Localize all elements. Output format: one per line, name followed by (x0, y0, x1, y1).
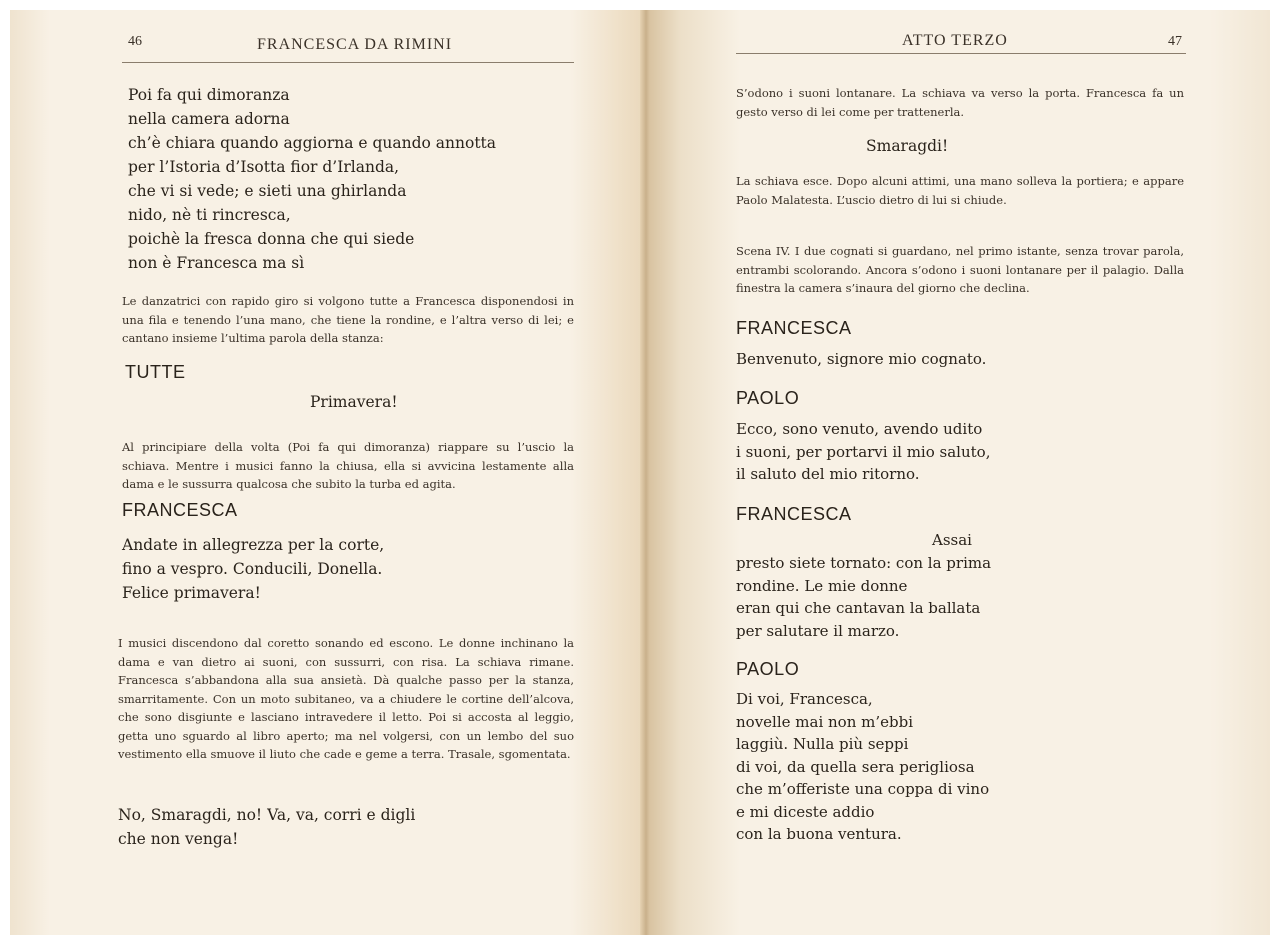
verse-line: fino a vespro. Conducili, Donella. (122, 560, 383, 578)
stage-direction: Al principiare della volta (Poi fa qui dimoranza) riappare su l’uscio la schiava. Mentre i musici fanno la chiusa, ella si avvicina lestamente alla dama e le sussurra qualcosa che subito la turba ed agita. (122, 440, 574, 491)
running-title: FRANCESCA DA RIMINI (257, 36, 453, 53)
verse-line: Benvenuto, signore mio cognato. (736, 350, 987, 368)
verse-line: e mi diceste addio (736, 802, 875, 821)
speaker-name: PAOLO (736, 388, 800, 408)
speaker-name: PAOLO (736, 659, 800, 679)
verse-block (128, 83, 496, 275)
speaker-name: FRANCESCA (736, 504, 852, 524)
verse-line: laggiù. Nulla più seppi (736, 735, 909, 753)
verse-line: Primavera! (310, 393, 398, 411)
header-rule (122, 62, 574, 63)
header-rule (736, 53, 1186, 54)
verse-line: No, Smaragdi, no! Va, va, corri e digli (118, 806, 416, 824)
verse-block (736, 418, 990, 486)
verse-line: poichè la fresca donna che qui siede (128, 230, 415, 248)
left-page (10, 10, 650, 935)
right-page (650, 10, 1270, 935)
verse-line: Ecco, sono venuto, avendo udito (736, 420, 983, 438)
running-title: ATTO TERZO (902, 32, 1008, 49)
verse-line: per l’Istoria d’Isotta fior d’Irlanda, (128, 158, 400, 176)
verse-line: rondine. Le mie donne (736, 576, 908, 595)
verse-line: Felice primavera! (122, 584, 261, 602)
verse-block (736, 688, 989, 846)
verse-block (122, 533, 384, 605)
page-number: 47 (1168, 34, 1182, 49)
verse-line: novelle mai non m’ebbi (736, 712, 914, 731)
verse-block (736, 348, 986, 371)
verse-line: che m’offeriste una coppa di vino (736, 780, 990, 798)
stage-direction: La schiava esce. Dopo alcuni attimi, una mano solleva la portiera; e appare Paolo Malatesta. L’uscio dietro di lui si chiude. (736, 174, 1184, 207)
verse-line: Smaragdi! (866, 137, 949, 155)
verse-line: Andate in allegrezza per la corte, (122, 536, 385, 554)
verse-line: ch’è chiara quando aggiorna e quando annotta (128, 134, 497, 152)
verse-line: Di voi, Francesca, (736, 690, 873, 708)
verse-line: nella camera adorna (128, 110, 290, 128)
verse-line: che vi si vede; e sieti una ghirlanda (128, 182, 407, 200)
speaker-name: TUTTE (125, 362, 186, 382)
stage-direction: I musici discendono dal coretto sonando ed escono. Le donne inchinano la dama e van dietro ai suoni, con sussurri, con risa. La schiava rimane. Francesca s’abbandona alla sua ansietà. Dà qualche passo per la stanza, smarritamente. Con un moto subitaneo, va a chiudere le cortine dell’alcova, che sono disgiunte e lasciano intravedere il letto. Poi si accosta al leggio, getta uno sguardo al libro aperto; ma nel volgersi, con un lembo del suo vestimento ella smuove il liuto che cade e geme a terra. Trasale, sgomentata. (118, 636, 574, 761)
verse-line: il saluto del mio ritorno. (736, 465, 920, 483)
verse-line: che non venga! (118, 830, 239, 848)
stage-direction: Le danzatrici con rapido giro si volgono tutte a Francesca disponendosi in una fila e tenendo l’una mano, che tiene la rondine, e l’altra verso di lei; e cantano insieme l’ultima parola della stanza: (122, 294, 574, 345)
verse-line: presto siete tornato: con la prima (736, 554, 992, 572)
verse-line: Poi fa qui dimoranza (128, 86, 290, 104)
verse-block (118, 803, 415, 851)
verse-line: Assai (932, 531, 972, 549)
verse-line: i suoni, per portarvi il mio saluto, (736, 442, 991, 461)
verse-line: per salutare il marzo. (736, 621, 900, 640)
speaker-name: FRANCESCA (736, 318, 852, 338)
page-number: 46 (128, 34, 142, 49)
verse-line: di voi, da quella sera perigliosa (736, 757, 975, 776)
stage-direction: Scena IV. I due cognati si guardano, nel primo istante, senza trovar parola, entrambi scolorando. Ancora s’odono i suoni lontanare per il palagio. Dalla finestra la camera s’inaura del giorno che declina. (736, 244, 1184, 295)
verse-line: non è Francesca ma sì (128, 254, 305, 272)
stage-direction: S’odono i suoni lontanare. La schiava va verso la porta. Francesca fa un gesto verso di lei come per trattenerla. (736, 86, 1184, 119)
verse-line: eran qui che cantavan la ballata (736, 599, 981, 617)
speaker-name: FRANCESCA (122, 500, 238, 520)
verse-line: con la buona ventura. (736, 825, 902, 843)
verse-line: nido, nè ti rincresca, (128, 206, 291, 224)
verse-block (736, 552, 991, 642)
